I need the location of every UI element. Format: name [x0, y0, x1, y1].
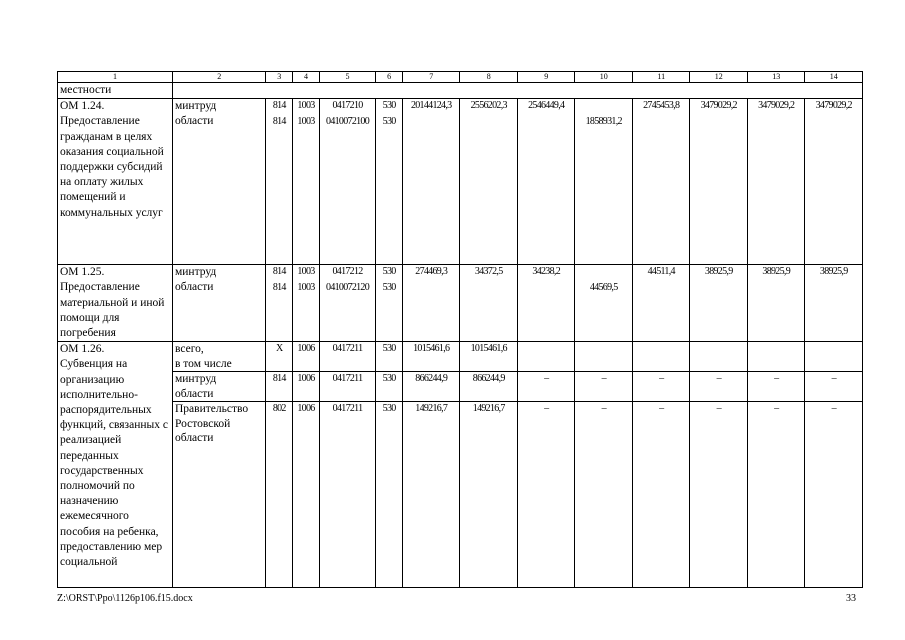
- cell-value: 0410072120: [326, 282, 370, 294]
- cell-value: 1006: [297, 373, 315, 385]
- header-cell: 14: [805, 72, 863, 83]
- cell-c8: [460, 402, 518, 588]
- cell-c9: [517, 265, 575, 342]
- cell-c6: [376, 372, 403, 402]
- cell-c8: [460, 99, 518, 265]
- cell-value: 1003: [297, 100, 315, 112]
- cell-c14: [805, 372, 863, 402]
- cell-value: 38925,9: [704, 266, 733, 278]
- cell-c8: [460, 342, 518, 372]
- header-cell: 7: [402, 72, 460, 83]
- continuation-text: местности: [58, 83, 173, 99]
- cell-value: 0417211: [332, 403, 363, 415]
- executor: минтруд области: [173, 265, 266, 342]
- measure-name: ОМ 1.25. Предоставление материальной и иной помощи для погребения: [58, 265, 173, 342]
- cell-c3: [266, 265, 293, 342]
- cell-c5: [319, 99, 375, 265]
- cell-value: 20144124,3: [410, 100, 452, 112]
- cell-value: 274469,3: [415, 266, 448, 278]
- cell-c10: [575, 342, 633, 372]
- cell-value: 149216,7: [415, 403, 448, 415]
- header-cell: 8: [460, 72, 518, 83]
- cell-value: –: [716, 373, 721, 385]
- cell-c11: [632, 342, 690, 372]
- cell-c5: [319, 342, 375, 372]
- header-cell: 10: [575, 72, 633, 83]
- cell-c3: [266, 402, 293, 588]
- cell-value: [690, 342, 747, 356]
- header-cell: 1: [58, 72, 173, 83]
- cell-c9: [517, 342, 575, 372]
- header-cell: 3: [266, 72, 293, 83]
- cell-value: 44569,5: [589, 282, 618, 294]
- cell-value: 2556202,3: [470, 100, 507, 112]
- cell-value: [575, 265, 632, 279]
- executor: Правительство Ростовской области: [173, 402, 266, 588]
- executor: минтруд области: [173, 372, 266, 402]
- cell-value: –: [659, 373, 664, 385]
- table-row: [58, 99, 863, 265]
- cell-c9: [517, 99, 575, 265]
- cell-value: 1015461,6: [470, 343, 507, 355]
- cell-c11: [632, 99, 690, 265]
- cell-value: 0410072100: [326, 116, 370, 128]
- continuation-row: [58, 83, 863, 99]
- cell-value: –: [601, 403, 606, 415]
- cell-value: 530: [382, 373, 396, 385]
- cell-value: [575, 99, 632, 113]
- cell-c10: [575, 402, 633, 588]
- cell-c14: [805, 342, 863, 372]
- empty-cell: [173, 83, 863, 99]
- cell-c12: [690, 402, 748, 588]
- header-cell: 12: [690, 72, 748, 83]
- cell-value: 814: [272, 282, 286, 294]
- cell-c13: [747, 265, 805, 342]
- measure-name: ОМ 1.26. Субвенция на организацию исполнительно-распорядительных функций, связанных с реализацией переданных государственных полномочий по назначению ежемесячного пособия на ребенка, предоставлению мер социальной: [58, 342, 173, 588]
- cell-value: 38925,9: [819, 266, 848, 278]
- file-path: Z:\ORST\Ppo\1126p106.f15.docx: [57, 593, 193, 604]
- header-cell: 4: [293, 72, 320, 83]
- table-row: [58, 372, 863, 402]
- cell-value: 530: [382, 116, 396, 128]
- header-cell: 9: [517, 72, 575, 83]
- executor: минтруд области: [173, 99, 266, 265]
- cell-c10: [575, 372, 633, 402]
- cell-value: 814: [272, 373, 286, 385]
- cell-c9: [517, 402, 575, 588]
- cell-c7: [402, 265, 460, 342]
- cell-c3: [266, 372, 293, 402]
- cell-value: 34238,2: [532, 266, 561, 278]
- cell-c13: [747, 372, 805, 402]
- header-cell: 5: [319, 72, 375, 83]
- cell-value: 44511,4: [647, 266, 675, 278]
- cell-value: –: [716, 403, 721, 415]
- cell-c5: [319, 265, 375, 342]
- cell-c9: [517, 372, 575, 402]
- cell-c6: [376, 342, 403, 372]
- cell-value: 530: [382, 266, 396, 278]
- cell-value: 1015461,6: [413, 343, 450, 355]
- cell-c6: [376, 265, 403, 342]
- cell-c6: [376, 402, 403, 588]
- cell-value: 814: [272, 116, 286, 128]
- cell-value: –: [774, 373, 779, 385]
- cell-c13: [747, 99, 805, 265]
- cell-value: 530: [382, 343, 396, 355]
- cell-value: 1006: [297, 343, 315, 355]
- table-row: [58, 342, 863, 372]
- cell-value: 1006: [297, 403, 315, 415]
- cell-c6: [376, 99, 403, 265]
- table-row: [58, 265, 863, 342]
- cell-value: –: [774, 403, 779, 415]
- cell-value: 3479029,2: [700, 100, 737, 112]
- cell-c8: [460, 372, 518, 402]
- cell-value: –: [831, 403, 836, 415]
- cell-c10: [575, 99, 633, 265]
- cell-c5: [319, 402, 375, 588]
- cell-c7: [402, 402, 460, 588]
- cell-c11: [632, 402, 690, 588]
- cell-value: 2546449,4: [528, 100, 565, 112]
- header-row: [58, 72, 863, 83]
- page-number: 33: [846, 593, 856, 604]
- cell-value: 0417210: [332, 100, 363, 112]
- cell-c11: [632, 372, 690, 402]
- cell-c7: [402, 99, 460, 265]
- header-cell: 11: [632, 72, 690, 83]
- cell-c8: [460, 265, 518, 342]
- cell-value: –: [831, 373, 836, 385]
- cell-value: 2745453,8: [643, 100, 680, 112]
- cell-value: 1003: [297, 266, 315, 278]
- cell-value: –: [544, 403, 549, 415]
- cell-value: 1003: [297, 282, 315, 294]
- cell-c12: [690, 265, 748, 342]
- cell-value: 34372,5: [474, 266, 503, 278]
- cell-value: 0417211: [332, 373, 363, 385]
- header-cell: 13: [747, 72, 805, 83]
- cell-value: [805, 342, 862, 356]
- cell-value: –: [659, 403, 664, 415]
- data-table: [57, 71, 863, 588]
- cell-c4: [293, 265, 320, 342]
- cell-value: 3479029,2: [758, 100, 795, 112]
- cell-value: 866244,9: [415, 373, 448, 385]
- cell-value: 530: [382, 100, 396, 112]
- cell-value: Х: [276, 343, 283, 355]
- cell-c10: [575, 265, 633, 342]
- cell-c4: [293, 402, 320, 588]
- cell-c4: [293, 372, 320, 402]
- cell-value: 1003: [297, 116, 315, 128]
- cell-value: 530: [382, 403, 396, 415]
- cell-value: 814: [272, 100, 286, 112]
- cell-c14: [805, 99, 863, 265]
- cell-c5: [319, 372, 375, 402]
- cell-value: 0417212: [332, 266, 363, 278]
- cell-value: 3479029,2: [815, 100, 852, 112]
- cell-value: –: [544, 373, 549, 385]
- cell-c12: [690, 99, 748, 265]
- cell-c12: [690, 342, 748, 372]
- cell-value: [518, 342, 575, 356]
- cell-value: 1858931,2: [585, 116, 622, 128]
- cell-value: 802: [272, 403, 286, 415]
- cell-c3: [266, 342, 293, 372]
- header-cell: 2: [173, 72, 266, 83]
- cell-value: 38925,9: [762, 266, 791, 278]
- cell-c13: [747, 342, 805, 372]
- cell-value: [748, 342, 805, 356]
- cell-value: 866244,9: [472, 373, 505, 385]
- cell-value: [633, 342, 690, 356]
- cell-value: 814: [272, 266, 286, 278]
- executor: всего, в том числе: [173, 342, 266, 372]
- measure-name: ОМ 1.24. Предоставление гражданам в целях оказания социальной поддержки субсидий на оплату жилых помещений и коммунальных услуг: [58, 99, 173, 265]
- cell-c13: [747, 402, 805, 588]
- cell-value: 530: [382, 282, 396, 294]
- cell-c14: [805, 402, 863, 588]
- cell-value: 149216,7: [472, 403, 505, 415]
- cell-c3: [266, 99, 293, 265]
- cell-c4: [293, 342, 320, 372]
- header-cell: 6: [376, 72, 403, 83]
- cell-c14: [805, 265, 863, 342]
- cell-c4: [293, 99, 320, 265]
- cell-c7: [402, 372, 460, 402]
- table-row: [58, 402, 863, 588]
- cell-c11: [632, 265, 690, 342]
- cell-value: [575, 342, 632, 356]
- cell-c12: [690, 372, 748, 402]
- cell-c7: [402, 342, 460, 372]
- cell-value: 0417211: [332, 343, 363, 355]
- cell-value: –: [601, 373, 606, 385]
